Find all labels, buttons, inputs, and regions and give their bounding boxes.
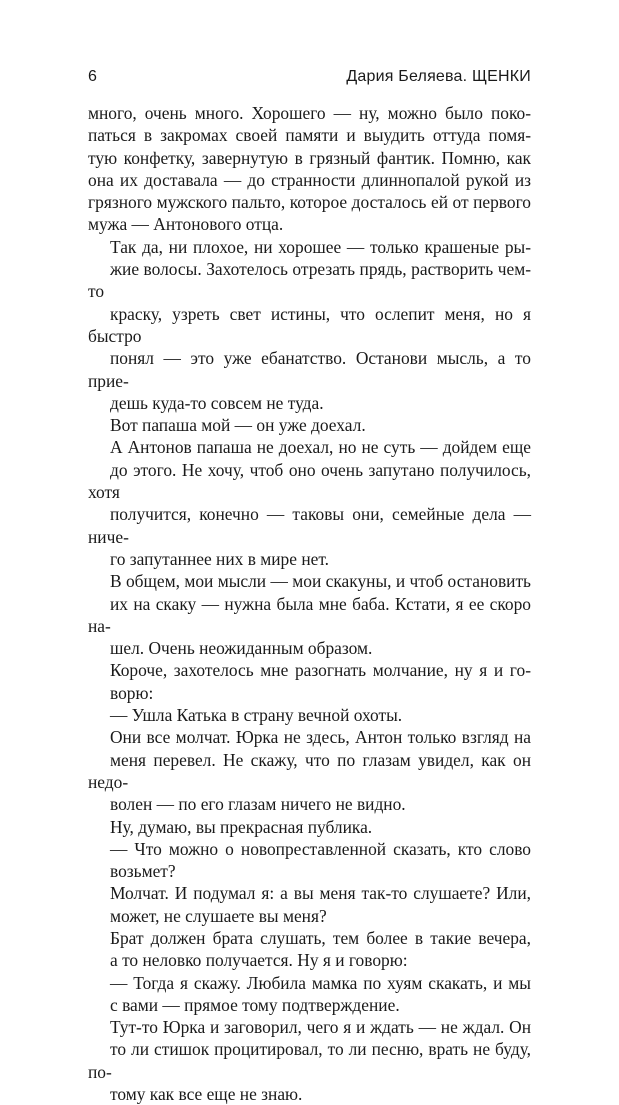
text-line: Так да, ни плохое, ни хорошее — только крашеные ры-	[110, 236, 531, 257]
paragraph	[88, 972, 531, 1017]
text-line: грязного мужского пальто, которое досталось ей от первого	[88, 192, 531, 213]
text-line: получится, конечно — таковы они, семейные дела — ниче-	[88, 504, 531, 547]
paragraph	[88, 726, 531, 815]
text-line: Брат должен брата слушать, тем более в такие вечера,	[110, 927, 531, 948]
text-line: Короче, захотелось мне разогнать молчание, ну я и го-	[110, 660, 531, 681]
text-line: го запутаннее них в мире нет.	[110, 548, 329, 569]
text-line: В общем, мои мысли — мои скакуны, и чтоб остановить	[110, 571, 531, 592]
text-line: их на скаку — нужна была мне баба. Кстати, я ее скоро на-	[88, 593, 531, 636]
text-line: может, не слушаете вы меня?	[110, 905, 327, 926]
paragraph	[88, 659, 531, 704]
paragraph	[88, 838, 531, 883]
text-line: то ли стишок процитировал, то ли песню, врать не буду, по-	[88, 1039, 531, 1082]
paragraph	[88, 436, 531, 570]
text-line: Ну, думаю, вы прекрасная публика.	[110, 816, 373, 837]
text-line: а то неловко получается. Ну я и говорю:	[110, 950, 408, 971]
running-head: Дария Беляева. ЩЕНКИ	[346, 68, 531, 85]
paragraph	[88, 570, 531, 659]
paragraph	[88, 704, 531, 726]
page-number: 6	[88, 68, 97, 85]
text-line: Они все молчат. Юрка не здесь, Антон только взгляд на	[110, 727, 531, 748]
paragraph	[88, 816, 531, 838]
text-line: шел. Очень неожиданным образом.	[110, 638, 373, 659]
paragraph	[88, 1016, 531, 1105]
text-line: — Ушла Катька в страну вечной охоты.	[110, 705, 403, 726]
text-line: дешь куда-то совсем не туда.	[110, 392, 324, 413]
paragraph	[88, 102, 531, 236]
text-line: жие волосы. Захотелось отрезать прядь, растворить чем-то	[88, 259, 531, 302]
text-line: Тут-то Юрка и заговорил, чего я и ждать — не ждал. Он	[110, 1017, 531, 1038]
text-line: тую конфетку, завернутую в грязный фантик. Помню, как	[88, 147, 531, 168]
text-line: она их доставала — до странности длиннопалой рукой из	[88, 169, 531, 190]
text-line: тому как все еще не знаю.	[110, 1084, 303, 1105]
text-line: с вами — прямое тому подтверждение.	[110, 994, 400, 1015]
text-line: возьмет?	[110, 861, 176, 882]
text-line: — Что можно о новопреставленной сказать, кто слово	[110, 838, 531, 859]
text-line: А Антонов папаша не доехал, но не суть — дойдем еще	[110, 437, 531, 458]
text-line: ворю:	[110, 682, 154, 703]
paragraph	[88, 882, 531, 927]
text-line: Вот папаша мой — он уже доехал.	[110, 415, 366, 436]
text-line: меня перевел. Не скажу, что по глазам увидел, как он недо-	[88, 749, 531, 792]
paragraph	[88, 927, 531, 972]
text-line: паться в закромах своей памяти и выудить оттуда помя-	[88, 125, 531, 146]
text-line: — Тогда я скажу. Любила мамка по хуям скакать, и мы	[110, 972, 531, 993]
body-text	[88, 102, 531, 1105]
paragraph	[88, 236, 531, 414]
text-line: краску, узреть свет истины, что ослепит меня, но я быстро	[88, 303, 531, 346]
page-header	[88, 68, 531, 94]
text-line: до этого. Не хочу, чтоб оно очень запутано получилось, хотя	[88, 459, 531, 503]
text-line: волен — по его глазам ничего не видно.	[110, 794, 406, 815]
text-line: Молчат. И подумал я: а вы меня так-то слушаете? Или,	[110, 883, 531, 904]
text-line: много, очень много. Хорошего — ну, можно было поко-	[88, 103, 531, 123]
paragraph	[88, 414, 531, 436]
text-line: мужа — Антонового отца.	[88, 214, 284, 235]
text-line: понял — это уже ебанатство. Останови мысль, а то прие-	[88, 348, 531, 391]
